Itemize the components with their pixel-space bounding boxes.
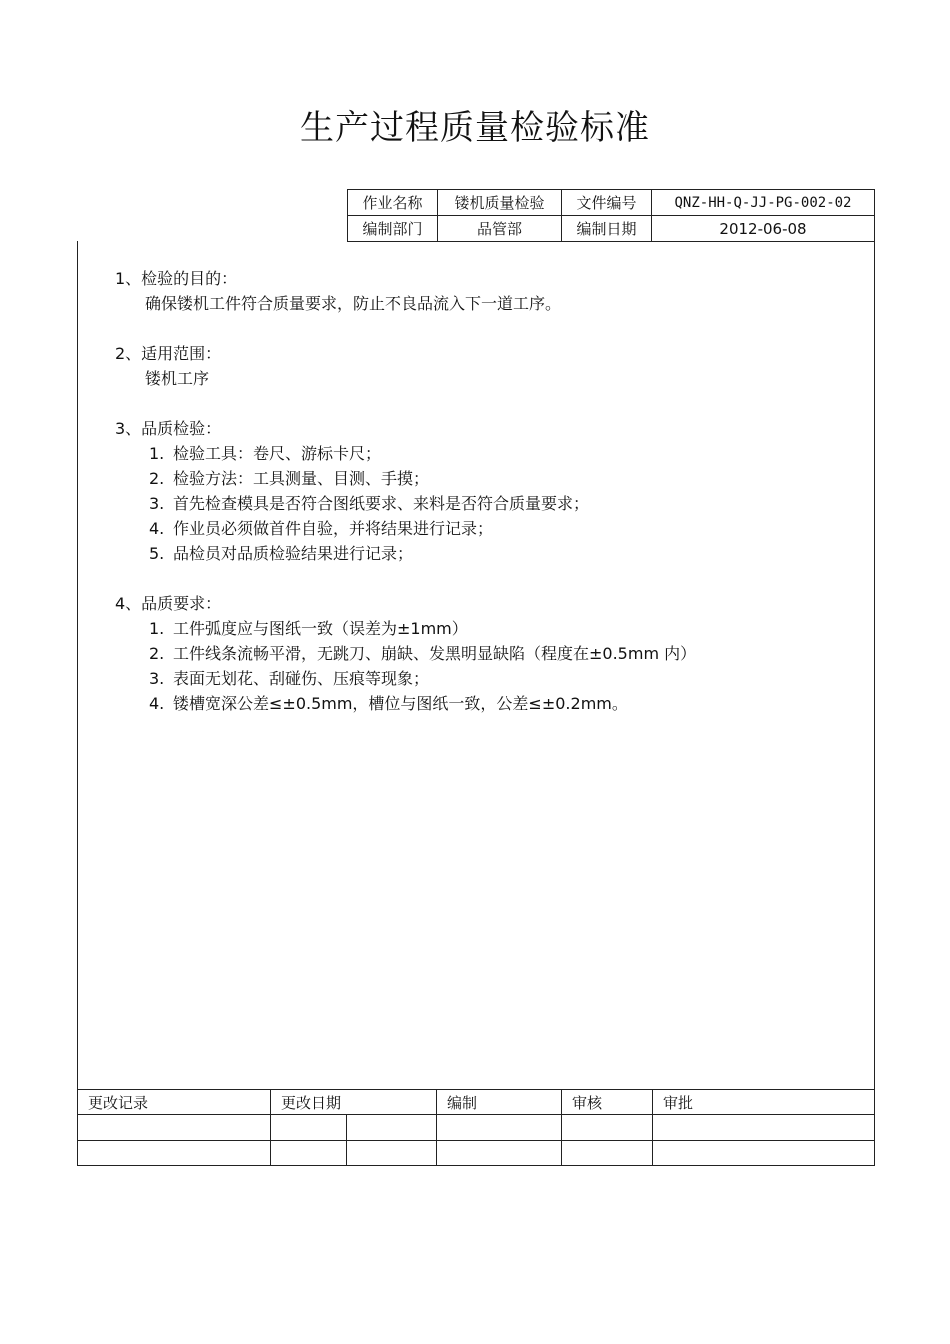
- revision-row: [78, 1140, 875, 1165]
- item-text: 工件线条流畅平滑，无跳刀、崩缺、发黑明显缺陷（程度在±0.5mm 内）: [173, 644, 697, 663]
- table-cell: [347, 1115, 437, 1140]
- department-value: 品管部: [438, 216, 562, 242]
- section-text: 确保镂机工件符合质量要求，防止不良品流入下一道工序。: [145, 294, 562, 313]
- prepared-header: 编制: [437, 1090, 562, 1115]
- item-number: 3.: [149, 494, 165, 513]
- doc-number-label: 文件编号: [562, 190, 652, 216]
- item-number: 2.: [149, 469, 165, 488]
- item-text: 首先检查模具是否符合图纸要求、来料是否符合质量要求；: [173, 494, 590, 513]
- item-text: 检验工具：卷尺、游标卡尺；: [173, 444, 382, 463]
- table-cell: [437, 1115, 562, 1140]
- change-date-header: 更改日期: [271, 1090, 437, 1115]
- page-title: 生产过程质量检验标准: [300, 108, 650, 148]
- item-text: 表面无划花、刮碰伤、压痕等现象；: [173, 669, 430, 688]
- item-text: 品检员对品质检验结果进行记录；: [173, 544, 414, 563]
- item-number: 1.: [149, 619, 165, 638]
- revision-table: [77, 1089, 875, 1166]
- list-item: [149, 616, 865, 641]
- department-label: 编制部门: [348, 216, 438, 242]
- document-body: [115, 266, 865, 716]
- list-item: [149, 641, 865, 666]
- table-cell: [653, 1140, 875, 1165]
- doc-number-value: QNZ-HH-Q-JJ-PG-002-02: [652, 190, 875, 216]
- list-item: [149, 466, 865, 491]
- item-text: 工件弧度应与图纸一致（误差为±1mm）: [173, 619, 468, 638]
- table-cell: [78, 1140, 271, 1165]
- list-item: [149, 516, 865, 541]
- list-item: [149, 666, 865, 691]
- date-label: 编制日期: [562, 216, 652, 242]
- section-title: 3、品质检验：: [115, 419, 222, 438]
- section-text: 镂机工序: [145, 369, 210, 388]
- list-item: [149, 691, 865, 716]
- table-cell: [653, 1115, 875, 1140]
- reviewed-header: 审核: [562, 1090, 653, 1115]
- header-row: [348, 190, 875, 216]
- table-cell: [562, 1115, 653, 1140]
- table-cell: [347, 1140, 437, 1165]
- requirements-list: [115, 616, 865, 716]
- date-value: 2012-06-08: [652, 216, 875, 242]
- item-number: 5.: [149, 544, 165, 563]
- item-number: 2.: [149, 644, 165, 663]
- list-item: [149, 491, 865, 516]
- section-title: 2、适用范围：: [115, 344, 222, 363]
- item-text: 检验方法：工具测量、目测、手摸；: [173, 469, 430, 488]
- item-number: 4.: [149, 519, 165, 538]
- inspection-list: [115, 441, 865, 566]
- table-cell: [78, 1115, 271, 1140]
- section-title: 1、检验的目的：: [115, 269, 238, 288]
- job-name-label: 作业名称: [348, 190, 438, 216]
- document-header-table: [347, 189, 875, 242]
- list-item: [149, 541, 865, 566]
- change-record-header: 更改记录: [78, 1090, 271, 1115]
- table-cell: [271, 1115, 347, 1140]
- item-text: 作业员必须做首件自验，并将结果进行记录；: [173, 519, 494, 538]
- list-item: [149, 441, 865, 466]
- revision-header-row: [78, 1090, 875, 1115]
- table-cell: [562, 1140, 653, 1165]
- item-number: 4.: [149, 694, 165, 713]
- job-name-value: 镂机质量检验: [438, 190, 562, 216]
- item-text: 镂槽宽深公差≤±0.5mm，槽位与图纸一致，公差≤±0.2mm。: [173, 694, 628, 713]
- revision-row: [78, 1115, 875, 1140]
- table-cell: [437, 1140, 562, 1165]
- item-number: 1.: [149, 444, 165, 463]
- header-row: [348, 216, 875, 242]
- table-cell: [271, 1140, 347, 1165]
- section-title: 4、品质要求：: [115, 594, 222, 613]
- approved-header: 审批: [653, 1090, 875, 1115]
- item-number: 3.: [149, 669, 165, 688]
